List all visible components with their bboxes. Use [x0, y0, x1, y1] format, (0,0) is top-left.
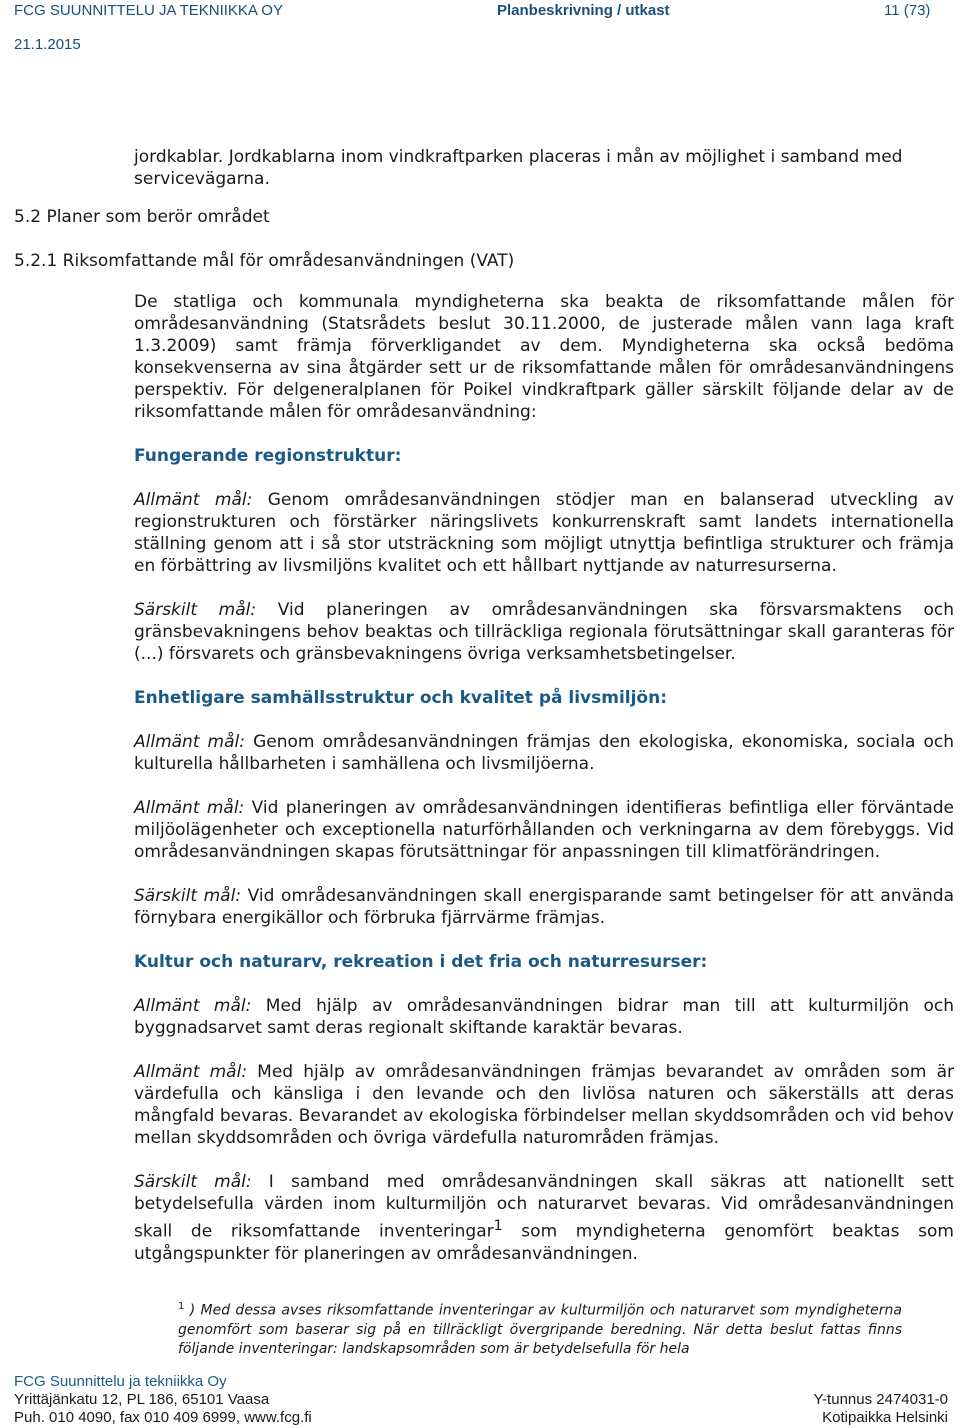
footer-company: FCG Suunnittelu ja tekniikka Oy: [14, 1373, 227, 1390]
intro-text: jordkablar. Jordkablarna inom vindkraftparken placeras i mån av möjlighet i samband med servicevägarna.: [134, 147, 903, 189]
text-f2: Vid planeringen av områdesanvändningen ska försvarsmaktens och gränsbevakningens behov beaktas och tillräckliga regionala förutsättningar skall garanteras för (...) försvarets och gränsbevakningens övriga verksamhetsbetingelser.: [134, 600, 955, 664]
text-k3b: som myndigheterna genomfört beaktas som utgångspunkter för planeringen av områdesanvändningen.: [134, 1221, 954, 1264]
footnote-text: ) Med dessa avses riksomfattande inventeringar av kulturmiljön och naturarvet som myndigheterna genomfört som baserar sig på en tillräckligt övergripande beredning. När detta beslut fattas finns följande inventeringar: landskapsområden som är betydelsefulla för hela: [178, 1302, 902, 1357]
label-k1: Allmänt mål:: [134, 996, 252, 1016]
paragraph-e1: [134, 731, 954, 775]
label-e1: Allmänt mål:: [134, 732, 245, 752]
text-k2: Med hjälp av områdesanvändningen främjas bevarandet av områden som är värdefulla och känsliga i den levande och den livlösa naturen och säkerställs att deras mångfald bevaras. Bevarandet av ekologiska förbindelser mellan skyddsområden och vid behov mellan skyddsområden och övriga värdefulla naturområden främjas.: [134, 1062, 954, 1148]
label-e2: Allmänt mål:: [134, 798, 245, 818]
label-f2: Särskilt mål:: [134, 600, 257, 620]
paragraph-k2: [134, 1061, 954, 1149]
paragraph-e2: [134, 797, 954, 863]
label-e3: Särskilt mål:: [134, 886, 242, 906]
header-doc-title: Planbeskrivning / utkast: [497, 2, 670, 19]
label-f1: Allmänt mål:: [134, 490, 253, 510]
section-heading-5-2-1: 5.2.1 Riksomfattande mål för områdesanvändningen (VAT): [14, 251, 515, 271]
header-date: 21.1.2015: [14, 36, 81, 53]
text-k1: Med hjälp av områdesanvändningen bidrar man till att kulturmiljön och byggnadsarvet samt deras regionalt skiftande karaktär bevaras.: [134, 996, 954, 1038]
footnote-mark: 1: [178, 1301, 185, 1312]
header-page-number: 11 (73): [884, 2, 931, 19]
footer-ytunnus: Y-tunnus 2474031-0: [813, 1391, 948, 1408]
paragraph-f2: [134, 599, 954, 665]
footnote: [178, 1297, 902, 1359]
section-heading-5-2: 5.2 Planer som berör området: [14, 207, 270, 227]
footnote-ref: 1: [493, 1218, 503, 1234]
main-body: [134, 291, 954, 1265]
paragraph-k3: [134, 1171, 954, 1265]
footer-phone: Puh. 010 4090, fax 010 409 6999, www.fcg.fi: [14, 1409, 312, 1426]
label-k3: Särskilt mål:: [134, 1172, 252, 1192]
header-company: FCG SUUNNITTELU JA TEKNIIKKA OY: [14, 2, 283, 19]
vat-paragraph: De statliga och kommunala myndigheterna ska beakta de riksomfattande målen för områdesanvändning (Statsrådets beslut 30.11.2000, de justerade målen vann laga kraft 1.3.2009) samt främja förverkligandet av dem. Myndigheterna ska också bedöma konsekvenserna av sina åtgärder sett ur de riksomfattande målen för områdesanvändningens perspektiv. För delgeneralplanen för Poikel vindkraftpark gäller särskilt följande delar av de riksomfattande målen för områdesanvändning:: [134, 292, 954, 422]
text-e2: Vid planeringen av områdesanvändningen identifieras befintliga eller förväntade miljöolägenheter och exceptionella naturförhållanden och verkningarna av dem förebyggs. Vid områdesanvändningen skapas förutsättningar för anpassningen till klimatförändringen.: [134, 798, 954, 862]
text-k3a: I samband med områdesanvändningen skall säkras att nationellt sett betydelsefulla värden inom kulturmiljön och naturarvet bevaras. Vid områdesanvändningen skall de riksomfattande inventeringar: [134, 1172, 955, 1242]
heading-enhetligare: Enhetligare samhällsstruktur och kvalitet på livsmiljön:: [134, 688, 668, 708]
text-e3: Vid områdesanvändningen skall energisparande samt betingelser för att använda förnybara energikällor och förbruka fjärrvärme främjas.: [134, 886, 954, 928]
text-e1: Genom områdesanvändningen främjas den ekologiska, ekonomiska, sociala och kulturella hållbarheten i samhällena och livsmiljöerna.: [134, 732, 955, 774]
paragraph-k1: [134, 995, 954, 1039]
label-k2: Allmänt mål:: [134, 1062, 248, 1082]
paragraph-e3: [134, 885, 954, 929]
page-header: [0, 0, 960, 60]
paragraph-f1: [134, 489, 954, 577]
intro-paragraph: [134, 146, 954, 190]
heading-fungerande: Fungerande regionstruktur:: [134, 446, 402, 466]
footer-address: Yrittäjänkatu 12, PL 186, 65101 Vaasa: [14, 1391, 270, 1408]
footer-kotipaikka: Kotipaikka Helsinki: [822, 1409, 948, 1426]
heading-kultur: Kultur och naturarv, rekreation i det fria och naturresurser:: [134, 952, 708, 972]
text-f1: Genom områdesanvändningen stödjer man en balanserad utveckling av regionstrukturen och förstärker näringslivets konkurrenskraft samt landets internationella ställning genom att i så stor utsträckning som möjligt utnyttja befintliga strukturer och främja en förbättring av livsmiljöns kvalitet och ett hållbart nyttjande av naturresurserna.: [134, 490, 954, 576]
